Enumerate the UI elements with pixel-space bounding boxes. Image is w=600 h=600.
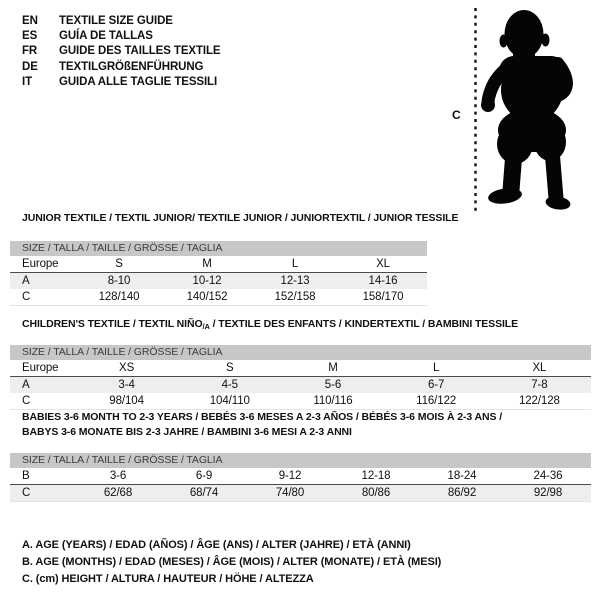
babies-size-table [10, 468, 591, 502]
language-label: TEXTILE SIZE GUIDE [59, 15, 173, 27]
size-cell: 12-13 [251, 273, 339, 290]
language-row [22, 75, 221, 90]
size-cell: 98/104 [75, 393, 178, 410]
language-row [22, 44, 221, 59]
language-label: GUIDE DES TAILLES TEXTILE [59, 45, 221, 58]
size-cell: 86/92 [419, 485, 505, 502]
size-cell: 128/140 [75, 289, 163, 306]
size-table-header: SIZE / TALLA / TAILLE / GRÖSSE / TAGLIA [10, 453, 591, 468]
table-row [10, 468, 591, 485]
language-row [22, 14, 221, 29]
children-table-title [22, 317, 518, 334]
size-cell: 10-12 [163, 273, 251, 290]
junior-size-table [10, 256, 427, 306]
table-row [10, 377, 591, 394]
size-cell: 92/98 [505, 485, 591, 502]
babies-table-title-line1: BABIES 3-6 MONTH TO 2-3 YEARS / BEBÉS 3-6 MESES A 2-3 AÑOS / BÉBÉS 3-6 MOIS À 2-3 ANS / [22, 411, 503, 423]
size-cell: L [251, 256, 339, 273]
size-cell: 24-36 [505, 468, 591, 485]
size-cell: 14-16 [339, 273, 427, 290]
table-row [10, 360, 591, 377]
language-code: FR [22, 45, 38, 58]
size-cell: 152/158 [251, 289, 339, 306]
table-row [10, 485, 591, 502]
size-cell: 62/68 [75, 485, 161, 502]
size-cell: 116/122 [385, 393, 488, 410]
size-table-header: SIZE / TALLA / TAILLE / GRÖSSE / TAGLIA [10, 241, 427, 256]
size-cell: 110/116 [281, 393, 384, 410]
size-cell: 80/86 [333, 485, 419, 502]
junior-table-title-text: JUNIOR TEXTILE / TEXTIL JUNIOR/ TEXTILE JUNIOR / JUNIORTEXTIL / JUNIOR TESSILE [22, 212, 459, 224]
row-label: Europe [10, 360, 75, 377]
children-table-title-subscript: /A [202, 322, 210, 331]
size-cell: 8-10 [75, 273, 163, 290]
junior-table-title [22, 211, 458, 226]
legend-line-a: A. AGE (YEARS) / EDAD (AÑOS) / ÂGE (ANS) / ALTER (JAHRE) / ETÀ (ANNI) [22, 539, 411, 551]
babies-table-title [22, 410, 502, 440]
row-label: A [10, 273, 75, 290]
size-cell: 18-24 [419, 468, 505, 485]
size-cell: XS [75, 360, 178, 377]
size-cell: 74/80 [247, 485, 333, 502]
size-cell: 158/170 [339, 289, 427, 306]
legend-line-c: C. (cm) HEIGHT / ALTURA / HAUTEUR / HÖHE / ALTEZZA [22, 572, 314, 585]
row-label: Europe [10, 256, 75, 273]
size-cell: XL [339, 256, 427, 273]
measure-legend [22, 537, 441, 587]
size-cell: L [385, 360, 488, 377]
table-row [10, 273, 427, 290]
row-label: B [10, 468, 75, 485]
legend-line-b: B. AGE (MONTHS) / EDAD (MESES) / ÂGE (MOIS) / ALTER (MONATE) / ETÀ (MESI) [22, 555, 442, 568]
size-cell: 12-18 [333, 468, 419, 485]
size-cell: 122/128 [488, 393, 591, 410]
children-table-title-text: / TEXTILE DES ENFANTS / KINDERTEXTIL / BAMBINI TESSILE [209, 318, 519, 330]
row-label: C [10, 289, 75, 306]
size-cell: 6-9 [161, 468, 247, 485]
size-cell: 140/152 [163, 289, 251, 306]
size-cell: 9-12 [247, 468, 333, 485]
table-row [10, 289, 427, 306]
row-label: A [10, 377, 75, 394]
children-size-table [10, 360, 591, 410]
size-cell: XL [488, 360, 591, 377]
measure-label-c: C [452, 108, 461, 122]
size-cell: 68/74 [161, 485, 247, 502]
row-label: C [10, 393, 75, 410]
row-label: C [10, 485, 75, 502]
size-cell: 3-4 [75, 377, 178, 394]
children-table-title-text: CHILDREN'S TEXTILE / TEXTIL NIÑO [22, 318, 203, 330]
size-cell: M [163, 256, 251, 273]
size-cell: 5-6 [281, 377, 384, 394]
size-cell: 3-6 [75, 468, 161, 485]
language-label: GUÍA DE TALLAS [59, 30, 153, 43]
table-row [10, 256, 427, 273]
language-code: EN [22, 15, 38, 27]
language-code: IT [22, 75, 33, 88]
language-label: GUIDA ALLE TAGLIE TESSILI [59, 75, 218, 88]
size-cell: S [75, 256, 163, 273]
language-row [22, 60, 221, 75]
language-row [22, 29, 221, 44]
size-cell: 4-5 [178, 377, 281, 394]
toddler-silhouette [468, 0, 598, 220]
size-cell: S [178, 360, 281, 377]
language-code: DE [22, 60, 38, 73]
size-table-header: SIZE / TALLA / TAILLE / GRÖSSE / TAGLIA [10, 345, 591, 360]
size-cell: M [281, 360, 384, 377]
babies-table-title-line2: BABYS 3-6 MONATE BIS 2-3 JAHRE / BAMBINI 3-6 MESI A 2-3 ANNI [22, 426, 352, 438]
size-cell: 6-7 [385, 377, 488, 394]
language-code: ES [22, 30, 38, 43]
size-cell: 104/110 [178, 393, 281, 410]
table-row [10, 393, 591, 410]
language-label: TEXTILGRÖßENFÜHRUNG [59, 60, 204, 73]
language-header [22, 14, 221, 90]
size-cell: 7-8 [488, 377, 591, 394]
